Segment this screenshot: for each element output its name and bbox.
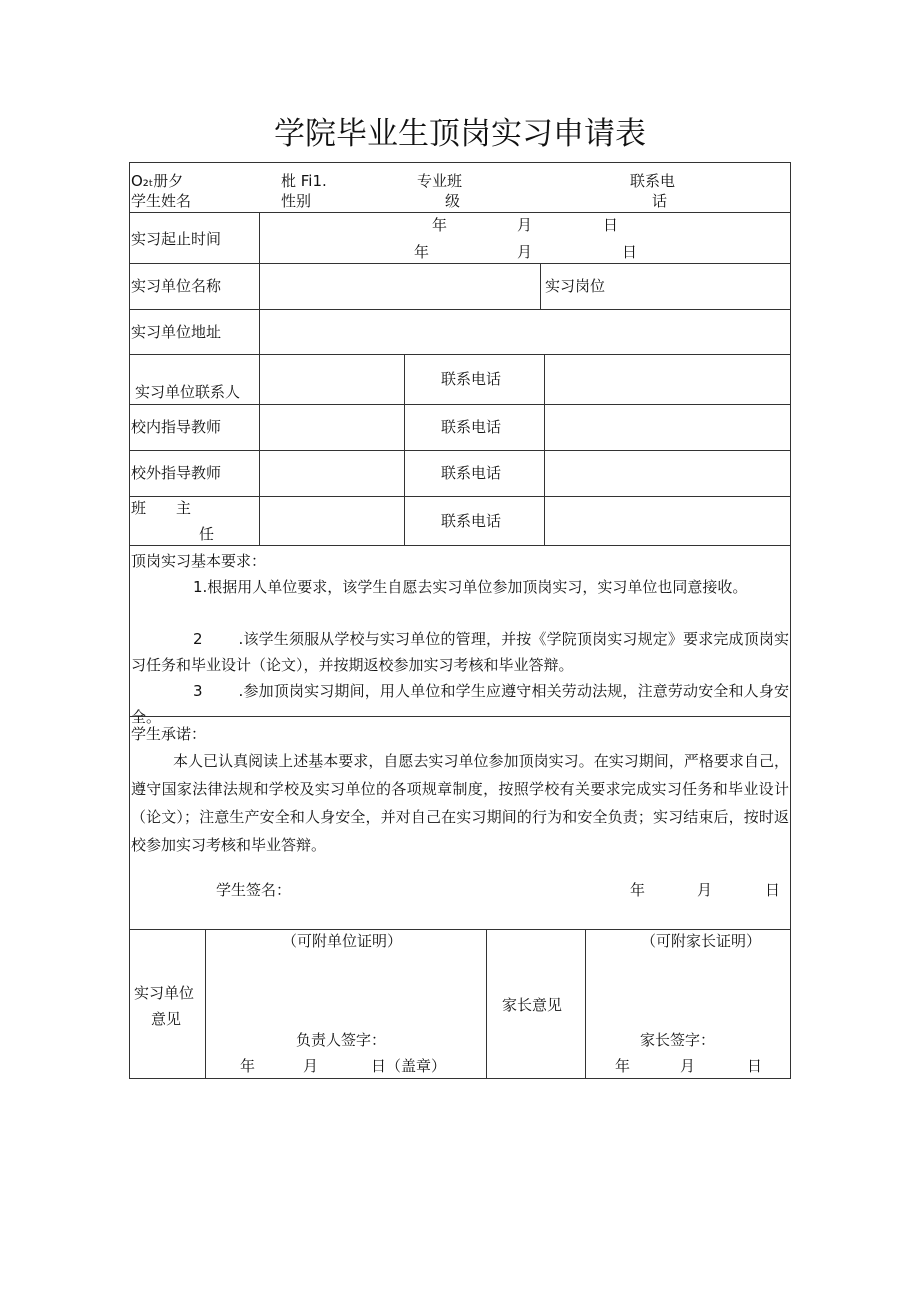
parent-day: 日: [747, 1057, 763, 1075]
gender-label: 性别: [281, 192, 312, 210]
unit-month: 月: [303, 1057, 319, 1075]
student-signature-label[interactable]: 学生签名：: [216, 881, 292, 899]
start-day[interactable]: 日: [603, 216, 619, 234]
table-rule: [259, 212, 260, 545]
requirement-1: 1.根据用人单位要求，该学生自愿去实习单位参加顶岗实习，实习单位也同意接收。: [193, 578, 748, 596]
table-rule: [129, 309, 791, 310]
phone-label: 联系电话: [441, 512, 502, 530]
start-month[interactable]: 月: [517, 216, 533, 234]
head-teacher-label: 班 主: [131, 499, 192, 517]
unit-contact-label: 实习单位联系人: [135, 383, 241, 401]
requirement-3-number: 3: [193, 682, 203, 700]
table-border: [790, 162, 791, 1079]
period-label: 实习起止时间: [131, 230, 222, 248]
requirements-section: [130, 546, 789, 726]
unit-opinion-label: 实习单位: [134, 984, 195, 1002]
parent-year: 年: [615, 1057, 631, 1075]
requirement-3-text: .参加顶岗实习期间，用人单位和学生应遵守相关劳动法规，注意劳动安全和人身安全。: [131, 682, 789, 726]
major-class-label-cont: 级: [445, 192, 461, 210]
parent-proof-note: （可附家长证明）: [641, 932, 762, 950]
inner-teacher-label: 校内指导教师: [131, 418, 222, 436]
unit-signature-label[interactable]: 负责人签字：: [296, 1031, 387, 1049]
table-rule: [129, 354, 791, 355]
unit-opinion-label-cont: 意见: [151, 1010, 182, 1028]
outer-teacher-label: 校外指导教师: [131, 464, 222, 482]
position-label: 实习岗位: [545, 277, 606, 295]
end-day[interactable]: 日: [622, 243, 638, 261]
garbled-label: 枇 Fi1.: [281, 172, 327, 190]
table-rule: [129, 263, 791, 264]
parent-opinion-label: 家长意见: [502, 996, 563, 1014]
pledge-year: 年: [630, 881, 646, 899]
pledge-day: 日: [765, 881, 781, 899]
requirements-heading: 顶岗实习基本要求：: [131, 552, 267, 570]
page-title: 学院毕业生顶岗实习申请表: [274, 116, 646, 152]
student-name-label: 学生姓名: [131, 192, 192, 210]
requirement-2-text: .该学生须服从学校与实习单位的管理，并按《学院顶岗实习规定》要求完成顶岗实习任务和毕业设计（论文），并按期返校参加实习考核和毕业答辩。: [131, 630, 789, 674]
unit-address-label: 实习单位地址: [131, 323, 222, 341]
phone-label: 联系电话: [441, 418, 502, 436]
end-month[interactable]: 月: [517, 243, 533, 261]
pledge-month: 月: [697, 881, 713, 899]
unit-year: 年: [240, 1057, 256, 1075]
table-rule: [544, 354, 545, 545]
pledge-body: 本人已认真阅读上述基本要求，自愿去实习单位参加顶岗实习。在实习期间，严格要求自己，遵守国家法律法规和学校及实习单位的各项规章制度，按照学校有关要求完成实习任务和毕业设计（论文）；注意生产安全和人身安全，并对自己在实习期间的行为和安全负责；实习结束后，按时返校参加实习考核和毕业答辩。: [131, 752, 789, 854]
table-rule: [129, 450, 791, 451]
phone-label: 联系电话: [441, 370, 502, 388]
head-teacher-label-cont: 任: [199, 525, 215, 543]
start-year[interactable]: 年: [432, 216, 448, 234]
unit-name-label: 实习单位名称: [131, 277, 222, 295]
parent-month: 月: [680, 1057, 696, 1075]
unit-proof-note: （可附单位证明）: [282, 932, 403, 950]
major-class-label: 专业班: [417, 172, 463, 190]
table-rule: [404, 354, 405, 545]
table-rule: [129, 404, 791, 405]
table-rule: [585, 929, 586, 1078]
table-rule: [540, 263, 541, 309]
requirement-2: [131, 626, 789, 678]
table-border: [129, 162, 791, 163]
table-rule: [129, 212, 791, 213]
table-rule: [486, 929, 487, 1078]
requirement-2-number: 2: [193, 630, 203, 648]
unit-day-seal: 日（盖章）: [371, 1057, 447, 1075]
contact-phone-label-cont: 话: [652, 192, 668, 210]
table-border: [129, 1078, 791, 1079]
contact-phone-label: 联系电: [630, 172, 676, 190]
table-rule: [129, 496, 791, 497]
parent-signature-label[interactable]: 家长签字：: [640, 1031, 716, 1049]
pledge-heading: 学生承诺：: [131, 725, 207, 743]
table-rule: [205, 929, 206, 1078]
end-year[interactable]: 年: [414, 243, 430, 261]
table-rule: [129, 929, 791, 930]
garbled-label: O₂ₜ册夕: [131, 172, 184, 190]
phone-label: 联系电话: [441, 464, 502, 482]
